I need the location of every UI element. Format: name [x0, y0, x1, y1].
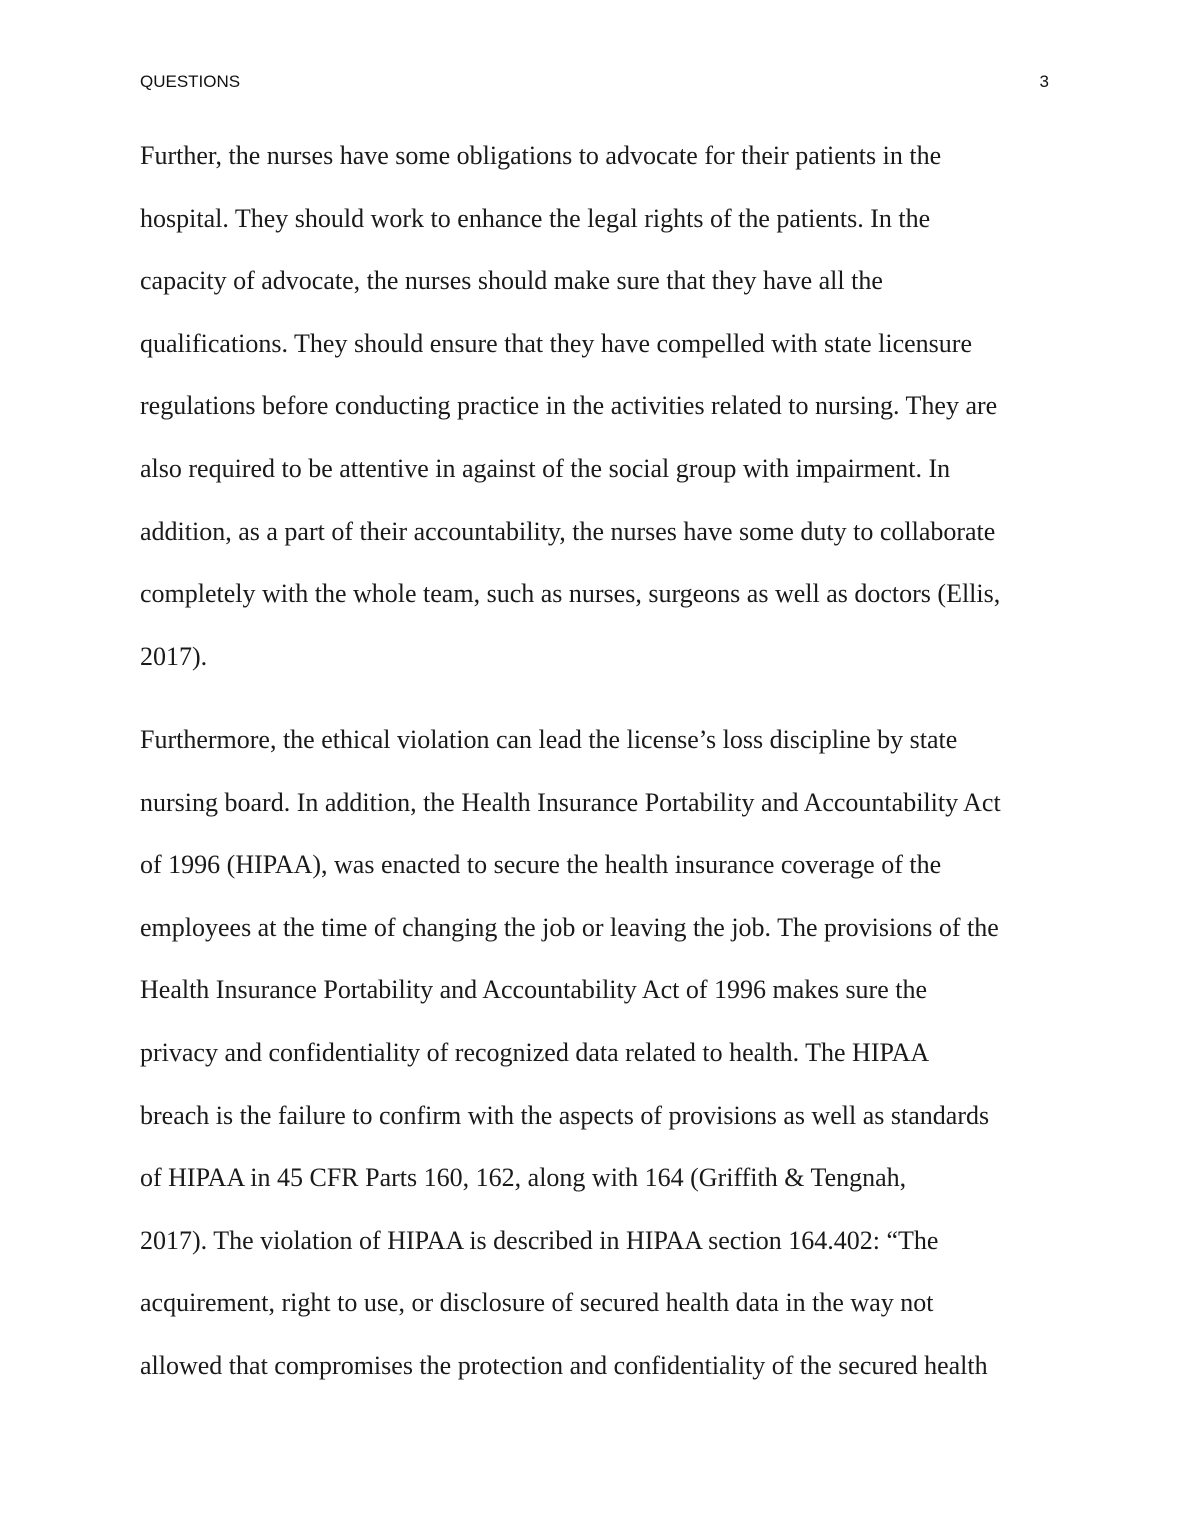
text-line: 2017). The violation of HIPAA is described in HIPAA section 164.402: “The	[140, 1225, 939, 1255]
text-line: Furthermore, the ethical violation can lead the license’s loss discipline by state	[140, 725, 958, 754]
text-line: allowed that compromises the protection and confidentiality of the secured health	[140, 1350, 988, 1380]
text-line: also required to be attentive in against of the social group with impairment. In	[140, 453, 951, 483]
text-line: privacy and confidentiality of recognized data related to health. The HIPAA	[140, 1037, 930, 1067]
text-line: completely with the whole team, such as nurses, surgeons as well as doctors (Ellis,	[140, 579, 1001, 609]
paragraph-hipaa	[140, 709, 1070, 1398]
text-line: acquirement, right to use, or disclosure of secured health data in the way not	[140, 1288, 934, 1318]
text-line: hospital. They should work to enhance the legal rights of the patients. In the	[140, 203, 931, 233]
text-line: regulations before conducting practice in the activities related to nursing. They are	[140, 391, 998, 421]
paragraph-nurse-advocacy	[140, 125, 1070, 688]
text-line: employees at the time of changing the job or leaving the job. The provisions of the	[140, 912, 999, 942]
text-line: of HIPAA in 45 CFR Parts 160, 162, along with 164 (Griffith & Tengnah,	[140, 1163, 907, 1193]
text-line: Further, the nurses have some obligations to advocate for their patients in the	[140, 141, 942, 170]
text-line: breach is the failure to confirm with the aspects of provisions as well as standards	[140, 1100, 990, 1130]
text-line: Health Insurance Portability and Accountability Act of 1996 makes sure the	[140, 975, 928, 1005]
text-line: nursing board. In addition, the Health Insurance Portability and Accountability Act	[140, 787, 1001, 817]
text-line: 2017).	[140, 641, 208, 671]
text-line: capacity of advocate, the nurses should make sure that they have all the	[140, 266, 883, 296]
text-line: of 1996 (HIPAA), was enacted to secure the health insurance coverage of the	[140, 850, 942, 880]
running-head: QUESTIONS	[140, 72, 241, 91]
page-number: 3	[1039, 72, 1049, 91]
text-line: addition, as a part of their accountability, the nurses have some duty to collaborate	[140, 516, 996, 546]
text-line: qualifications. They should ensure that they have compelled with state licensure	[140, 328, 972, 358]
